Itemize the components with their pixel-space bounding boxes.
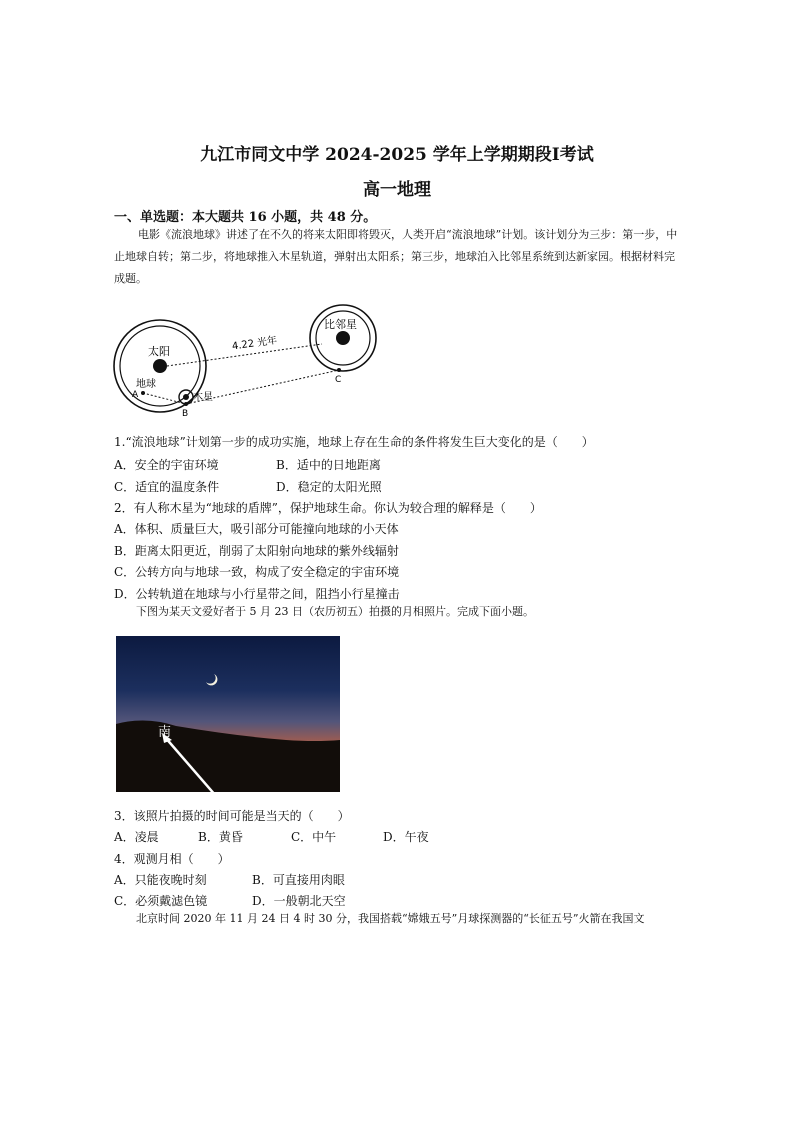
- q1-option-c: C．适宜的温度条件: [114, 480, 220, 494]
- q3-option-d: D．午夜: [383, 830, 429, 844]
- orbit-diagram: [110, 300, 390, 418]
- q4-option-c: C．必须戴滤色镜: [114, 894, 208, 908]
- point-c-label: C: [335, 375, 342, 385]
- q1-stem: 1.“流浪地球”计划第一步的成功实施，地球上存在生命的条件将发生巨大变化的是（ ）: [114, 435, 594, 449]
- q2-stem: 2．有人称木星为“地球的盾牌”，保护地球生命。你认为较合理的解释是（ ）: [114, 501, 542, 515]
- q2-option-b: B．距离太阳更近，削弱了太阳射向地球的紫外线辐射: [114, 544, 399, 558]
- q3-option-a: A．凌晨: [114, 830, 159, 844]
- distance-label: 4.22 光年: [231, 335, 278, 353]
- next-passage-line: 北京时间 2020 年 11 月 24 日 4 时 30 分，我国搭载“嫦娥五号”月球探测器的“长征五号”火箭在我国文: [136, 912, 645, 925]
- q4-option-d: D．一般朝北天空: [252, 894, 346, 908]
- page-title: 九江市同文中学 2024-2025 学年上学期期段Ⅰ考试: [200, 145, 594, 165]
- point-a-dot: [141, 391, 145, 395]
- q4-option-a: A．只能夜晚时刻: [114, 873, 207, 887]
- q2-option-a: A．体积、质量巨大，吸引部分可能撞向地球的小天体: [114, 522, 399, 536]
- section-heading: 一、单选题：本大题共 16 小题，共 48 分。: [114, 210, 377, 225]
- earth-label: 地球: [136, 379, 156, 390]
- crescent-moon-icon: [206, 674, 217, 685]
- q2-option-d: D．公转轨道在地球与小行星带之间，阻挡小行星撞击: [114, 587, 400, 601]
- photo-intro: 下图为某天文爱好者于 5 月 23 日（农历初五）拍摄的月相照片。完成下面小题。: [136, 605, 534, 618]
- q4-stem: 4．观测月相（ ）: [114, 852, 230, 866]
- q3-option-b: B．黄昏: [198, 830, 243, 844]
- proxima-dot: [336, 331, 350, 345]
- intro-paragraph: 电影《流浪地球》讲述了在不久的将来太阳即将毁灭，人类开启“流浪地球”计划。该计划分为三步：第一步，中止地球自转；第二步，将地球推入木星轨道，弹射出太阳系；第三步，地球泊入比邻星系统到达新家园。根据材料完成题。: [114, 228, 678, 285]
- hill-silhouette: [116, 720, 340, 792]
- jupiter-label: 木星: [193, 392, 213, 403]
- page-subtitle: 高一地理: [363, 180, 431, 200]
- south-label: 南: [158, 725, 172, 740]
- point-b-dot: [184, 402, 188, 406]
- q1-option-b: B．适中的日地距离: [276, 458, 381, 472]
- point-c-dot: [337, 368, 341, 372]
- jupiter-dot: [183, 394, 189, 400]
- point-b-label: B: [182, 409, 189, 418]
- proxima-label: 比邻星: [324, 318, 357, 331]
- sun-label: 太阳: [148, 345, 170, 358]
- q1-option-a: A．安全的宇宙环境: [114, 458, 219, 472]
- q3-stem: 3．该照片拍摄的时间可能是当天的（ ）: [114, 809, 350, 823]
- q3-option-c: C．中午: [291, 830, 337, 844]
- q1-option-d: D．稳定的太阳光照: [276, 480, 382, 494]
- moon-phase-photo: [116, 636, 340, 792]
- point-a-label: A: [132, 390, 139, 400]
- q4-option-b: B．可直接用肉眼: [252, 873, 345, 887]
- q2-option-c: C．公转方向与地球一致，构成了安全稳定的宇宙环境: [114, 565, 400, 579]
- sun-dot: [153, 359, 167, 373]
